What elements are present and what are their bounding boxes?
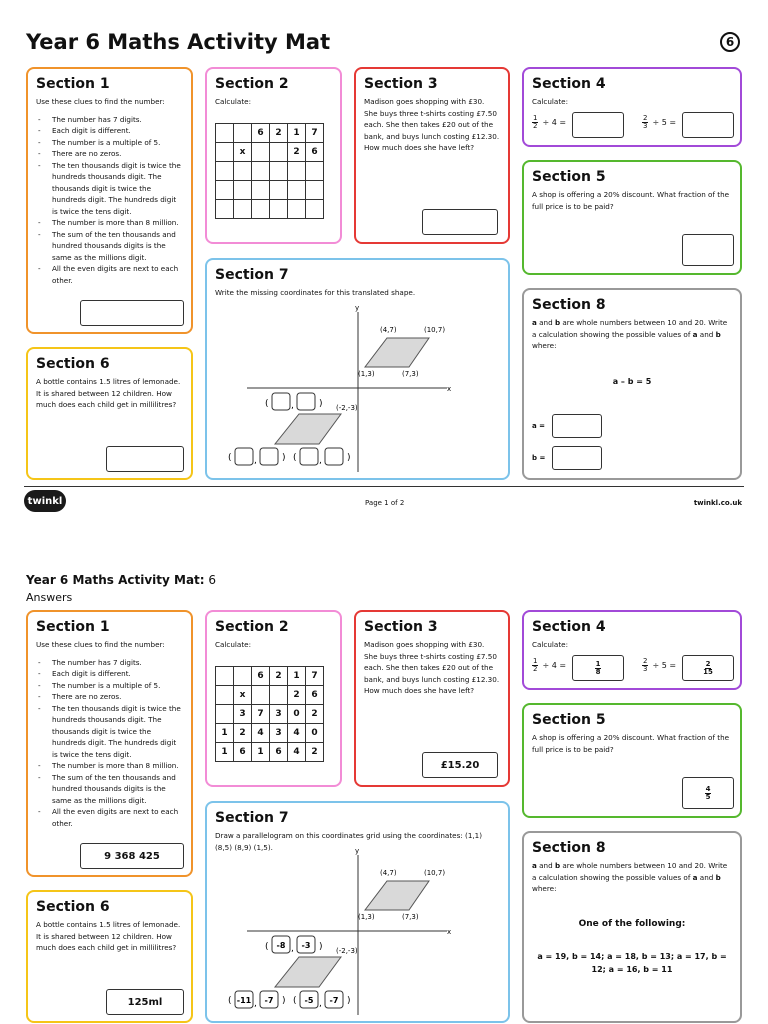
- answer-section-5-card: [522, 703, 742, 818]
- footer-divider: [24, 486, 744, 487]
- coord-answer-box: [272, 393, 290, 410]
- section-3-card: [354, 67, 510, 244]
- b-answer-box[interactable]: [552, 446, 602, 470]
- section-2-intro: Calculate:: [215, 640, 251, 649]
- paren-open: (: [293, 996, 297, 1006]
- section-8-answer-title: One of the following:: [578, 919, 686, 929]
- section-3-text: Madison goes shopping with £30. She buys three t-shirts costing £7.50 each. She then takes £20 out of the bank, and buys lunch costing £12.30. How much does she have left?: [364, 640, 500, 696]
- section-4-answer-box-1[interactable]: [572, 112, 624, 138]
- section-4-answer-1: $\frac{1}{8}$: [572, 655, 624, 681]
- answer-section-2-card: [205, 610, 342, 787]
- section-8-text: a and b are whole numbers between 10 and 20. Write a calculation showing the possible values of a and b where:: [532, 318, 728, 351]
- answer-section-1-card: [26, 610, 193, 877]
- clue-item: - The number has 7 digits.: [36, 114, 183, 126]
- comma: ,: [254, 999, 257, 1009]
- parallelogram-translated: [275, 414, 341, 444]
- answer-section-4-card: [522, 610, 742, 690]
- multiplication-grid: 6 2 1 7 x 2 6: [215, 123, 324, 219]
- paren-open: (: [228, 996, 232, 1006]
- fraction: $\frac{2}{3}$: [643, 657, 648, 673]
- section-3-text: Madison goes shopping with £30. She buys three t-shirts costing £7.50 each. She then takes £20 out of the bank, and buys lunch costing £12.30. How much does she have left?: [364, 97, 500, 153]
- paren-close: ): [319, 942, 323, 952]
- section-1-heading: Section 1: [36, 76, 110, 92]
- y-axis-label: y: [355, 304, 360, 312]
- b-label: b =: [532, 454, 546, 462]
- paren-close: ): [282, 453, 286, 463]
- section-7-heading: Section 7: [215, 810, 289, 826]
- section-6-heading: Section 6: [36, 899, 110, 915]
- clue-item: - The number is a multiple of 5.: [36, 137, 183, 149]
- clue-item: - The sum of the ten thousands and hundred thousands digits is the same as the millions digit.: [36, 229, 183, 264]
- page-number: Page 1 of 2: [365, 499, 405, 507]
- section-6-answer: 125ml: [106, 989, 184, 1015]
- coord-answer: -7: [264, 996, 274, 1005]
- section-4-question-1: $\frac{1}{2}$ ÷ 4 =: [533, 657, 567, 673]
- section-5-heading: Section 5: [532, 712, 606, 728]
- section-1-clue-list: [36, 114, 183, 287]
- x-axis-label: x: [447, 385, 452, 393]
- section-7-text: Draw a parallelogram on this coordinates grid using the coordinates: (1,1) (8,5) (8,9) (1,5).: [215, 831, 483, 852]
- clue-item: - The number is more than 8 million.: [36, 760, 183, 772]
- paren-open: (: [293, 453, 297, 463]
- section-5-text: A shop is offering a 20% discount. What fraction of the full price is to be paid?: [532, 733, 730, 754]
- coord-label: (-2,-3): [336, 947, 358, 955]
- coord-label: (7,3): [402, 913, 419, 921]
- section-2-intro: Calculate:: [215, 97, 251, 106]
- coord-label: (1,3): [358, 370, 375, 378]
- section-1-heading: Section 1: [36, 619, 110, 635]
- clue-item: - All the even digits are next to each other.: [36, 806, 183, 829]
- coord-answer: -11: [236, 996, 252, 1005]
- coord-label: (7,3): [402, 370, 419, 378]
- paren-open: (: [228, 453, 232, 463]
- coord-answer: -7: [329, 996, 339, 1005]
- parallelogram-translated: [275, 957, 341, 987]
- section-1-answer: 9 368 425: [80, 843, 184, 869]
- section-5-answer: $\frac{4}{5}$: [682, 777, 734, 809]
- mat-number-badge: 6: [720, 32, 740, 52]
- clue-item: - Each digit is different.: [36, 125, 183, 137]
- answer-section-7-card: [205, 801, 510, 1023]
- clue-item: - The ten thousands digit is twice the hundreds thousands digit. The thousands digit is twice the hundreds digit. The hundreds digit is twice the tens digit.: [36, 160, 183, 218]
- section-6-text: A bottle contains 1.5 litres of lemonade. It is shared between 12 children. How much does each child get in millilitres?: [36, 920, 181, 953]
- section-7-heading: Section 7: [215, 267, 289, 283]
- coord-label: (4,7): [380, 326, 397, 334]
- y-axis-label: y: [355, 847, 360, 855]
- paren-close: ): [347, 453, 351, 463]
- section-1-intro: Use these clues to find the number:: [36, 97, 165, 106]
- answers-page-title: Year 6 Maths Activity Mat: 6: [26, 573, 217, 587]
- coord-label: (10,7): [424, 326, 446, 334]
- answer-section-3-card: [354, 610, 510, 787]
- comma: ,: [319, 999, 322, 1009]
- coord-answer-box: [325, 448, 343, 465]
- answer-section-6-card: [26, 890, 193, 1023]
- x-axis-label: x: [447, 928, 452, 936]
- clue-item: - There are no zeros.: [36, 148, 183, 160]
- section-1-card: [26, 67, 193, 334]
- section-3-answer: £15.20: [422, 752, 498, 778]
- fraction: $\frac{1}{2}$: [533, 114, 538, 130]
- comma: ,: [254, 456, 257, 466]
- coord-label: (-2,-3): [336, 404, 358, 412]
- clue-item: - The number is a multiple of 5.: [36, 680, 183, 692]
- clue-item: - The number has 7 digits.: [36, 657, 183, 669]
- comma: ,: [291, 401, 294, 411]
- site-url[interactable]: twinkl.co.uk: [693, 499, 742, 507]
- paren-close: ): [319, 399, 323, 409]
- section-8-text: a and b are whole numbers between 10 and 20. Write a calculation showing the possible values of a and b where:: [532, 861, 728, 894]
- section-1-clue-list: [36, 657, 183, 830]
- section-5-card: [522, 160, 742, 275]
- answers-subtitle: Answers: [26, 591, 73, 604]
- section-4-heading: Section 4: [532, 76, 606, 92]
- section-4-answer-box-2[interactable]: [682, 112, 734, 138]
- comma: ,: [291, 944, 294, 954]
- coordinate-grid-answer: [207, 803, 508, 1021]
- coordinate-grid: [207, 260, 508, 478]
- coord-label: (4,7): [380, 869, 397, 877]
- section-2-heading: Section 2: [215, 76, 289, 92]
- section-3-answer-box[interactable]: [422, 209, 498, 235]
- section-8-heading: Section 8: [532, 840, 606, 856]
- clue-item: - Each digit is different.: [36, 668, 183, 680]
- paren-close: ): [282, 996, 286, 1006]
- clue-item: - The number is more than 8 million.: [36, 217, 183, 229]
- section-5-text: A shop is offering a 20% discount. What fraction of the full price is to be paid?: [532, 190, 730, 211]
- section-1-intro: Use these clues to find the number:: [36, 640, 165, 649]
- parallelogram-original: [365, 881, 429, 910]
- fraction: $\frac{2}{3}$: [643, 114, 648, 130]
- section-4-question-1: $\frac{1}{2}$ ÷ 4 =: [533, 114, 567, 130]
- clue-item: - The sum of the ten thousands and hundred thousands digits is the same as the millions digit.: [36, 772, 183, 807]
- section-4-intro: Calculate:: [532, 97, 568, 106]
- section-4-intro: Calculate:: [532, 640, 568, 649]
- coord-answer: -5: [304, 996, 314, 1005]
- coord-answer-box: [300, 448, 318, 465]
- section-8-equation: a – b = 5: [612, 377, 652, 386]
- paren-open: (: [265, 399, 269, 409]
- section-6-heading: Section 6: [36, 356, 110, 372]
- comma: ,: [319, 456, 322, 466]
- section-6-text: A bottle contains 1.5 litres of lemonade. It is shared between 12 children. How much does each child get in millilitres?: [36, 377, 181, 410]
- section-5-answer-box[interactable]: [682, 234, 734, 266]
- page-title: Year 6 Maths Activity Mat: [26, 30, 331, 54]
- section-7-card: [205, 258, 510, 480]
- coord-answer-box: [260, 448, 278, 465]
- section-4-card: [522, 67, 742, 147]
- coord-answer: -3: [301, 941, 311, 950]
- coord-answer-box: [297, 393, 315, 410]
- section-1-answer-box[interactable]: [80, 300, 184, 326]
- section-4-question-2: $\frac{2}{3}$ ÷ 5 =: [643, 114, 677, 130]
- section-4-question-2: $\frac{2}{3}$ ÷ 5 =: [643, 657, 677, 673]
- section-6-answer-box[interactable]: [106, 446, 184, 472]
- section-7-text: Write the missing coordinates for this translated shape.: [215, 288, 416, 297]
- section-2-heading: Section 2: [215, 619, 289, 635]
- section-2-card: [205, 67, 342, 244]
- coord-answer: -8: [276, 941, 286, 950]
- section-3-heading: Section 3: [364, 619, 438, 635]
- section-4-answer-2: $\frac{2}{15}$: [682, 655, 734, 681]
- coord-label: (10,7): [424, 869, 446, 877]
- answer-section-8-card: [522, 831, 742, 1023]
- section-8-card: [522, 288, 742, 480]
- paren-open: (: [265, 942, 269, 952]
- clue-item: - The ten thousands digit is twice the hundreds thousands digit. The thousands digit is twice the hundreds digit. The hundreds digit is twice the tens digit.: [36, 703, 183, 761]
- multiplication-grid-answer: 6 2 1 7 x 2 6 3 7 3 0 2 1 2 4 3 4 0 1 6 1 6 4 2: [215, 666, 324, 762]
- fraction: $\frac{1}{2}$: [533, 657, 538, 673]
- coord-answer-box: [235, 448, 253, 465]
- twinkl-logo: twinkl: [24, 490, 66, 512]
- a-label: a =: [532, 422, 546, 430]
- section-8-heading: Section 8: [532, 297, 606, 313]
- clue-item: - There are no zeros.: [36, 691, 183, 703]
- section-8-answer: a = 19, b = 14; a = 18, b = 13; a = 17, b = 12; a = 16, b = 11: [537, 952, 727, 974]
- parallelogram-original: [365, 338, 429, 367]
- coord-label: (1,3): [358, 913, 375, 921]
- paren-close: ): [347, 996, 351, 1006]
- a-answer-box[interactable]: [552, 414, 602, 438]
- section-5-heading: Section 5: [532, 169, 606, 185]
- clue-item: - All the even digits are next to each other.: [36, 263, 183, 286]
- section-6-card: [26, 347, 193, 480]
- section-3-heading: Section 3: [364, 76, 438, 92]
- section-4-heading: Section 4: [532, 619, 606, 635]
